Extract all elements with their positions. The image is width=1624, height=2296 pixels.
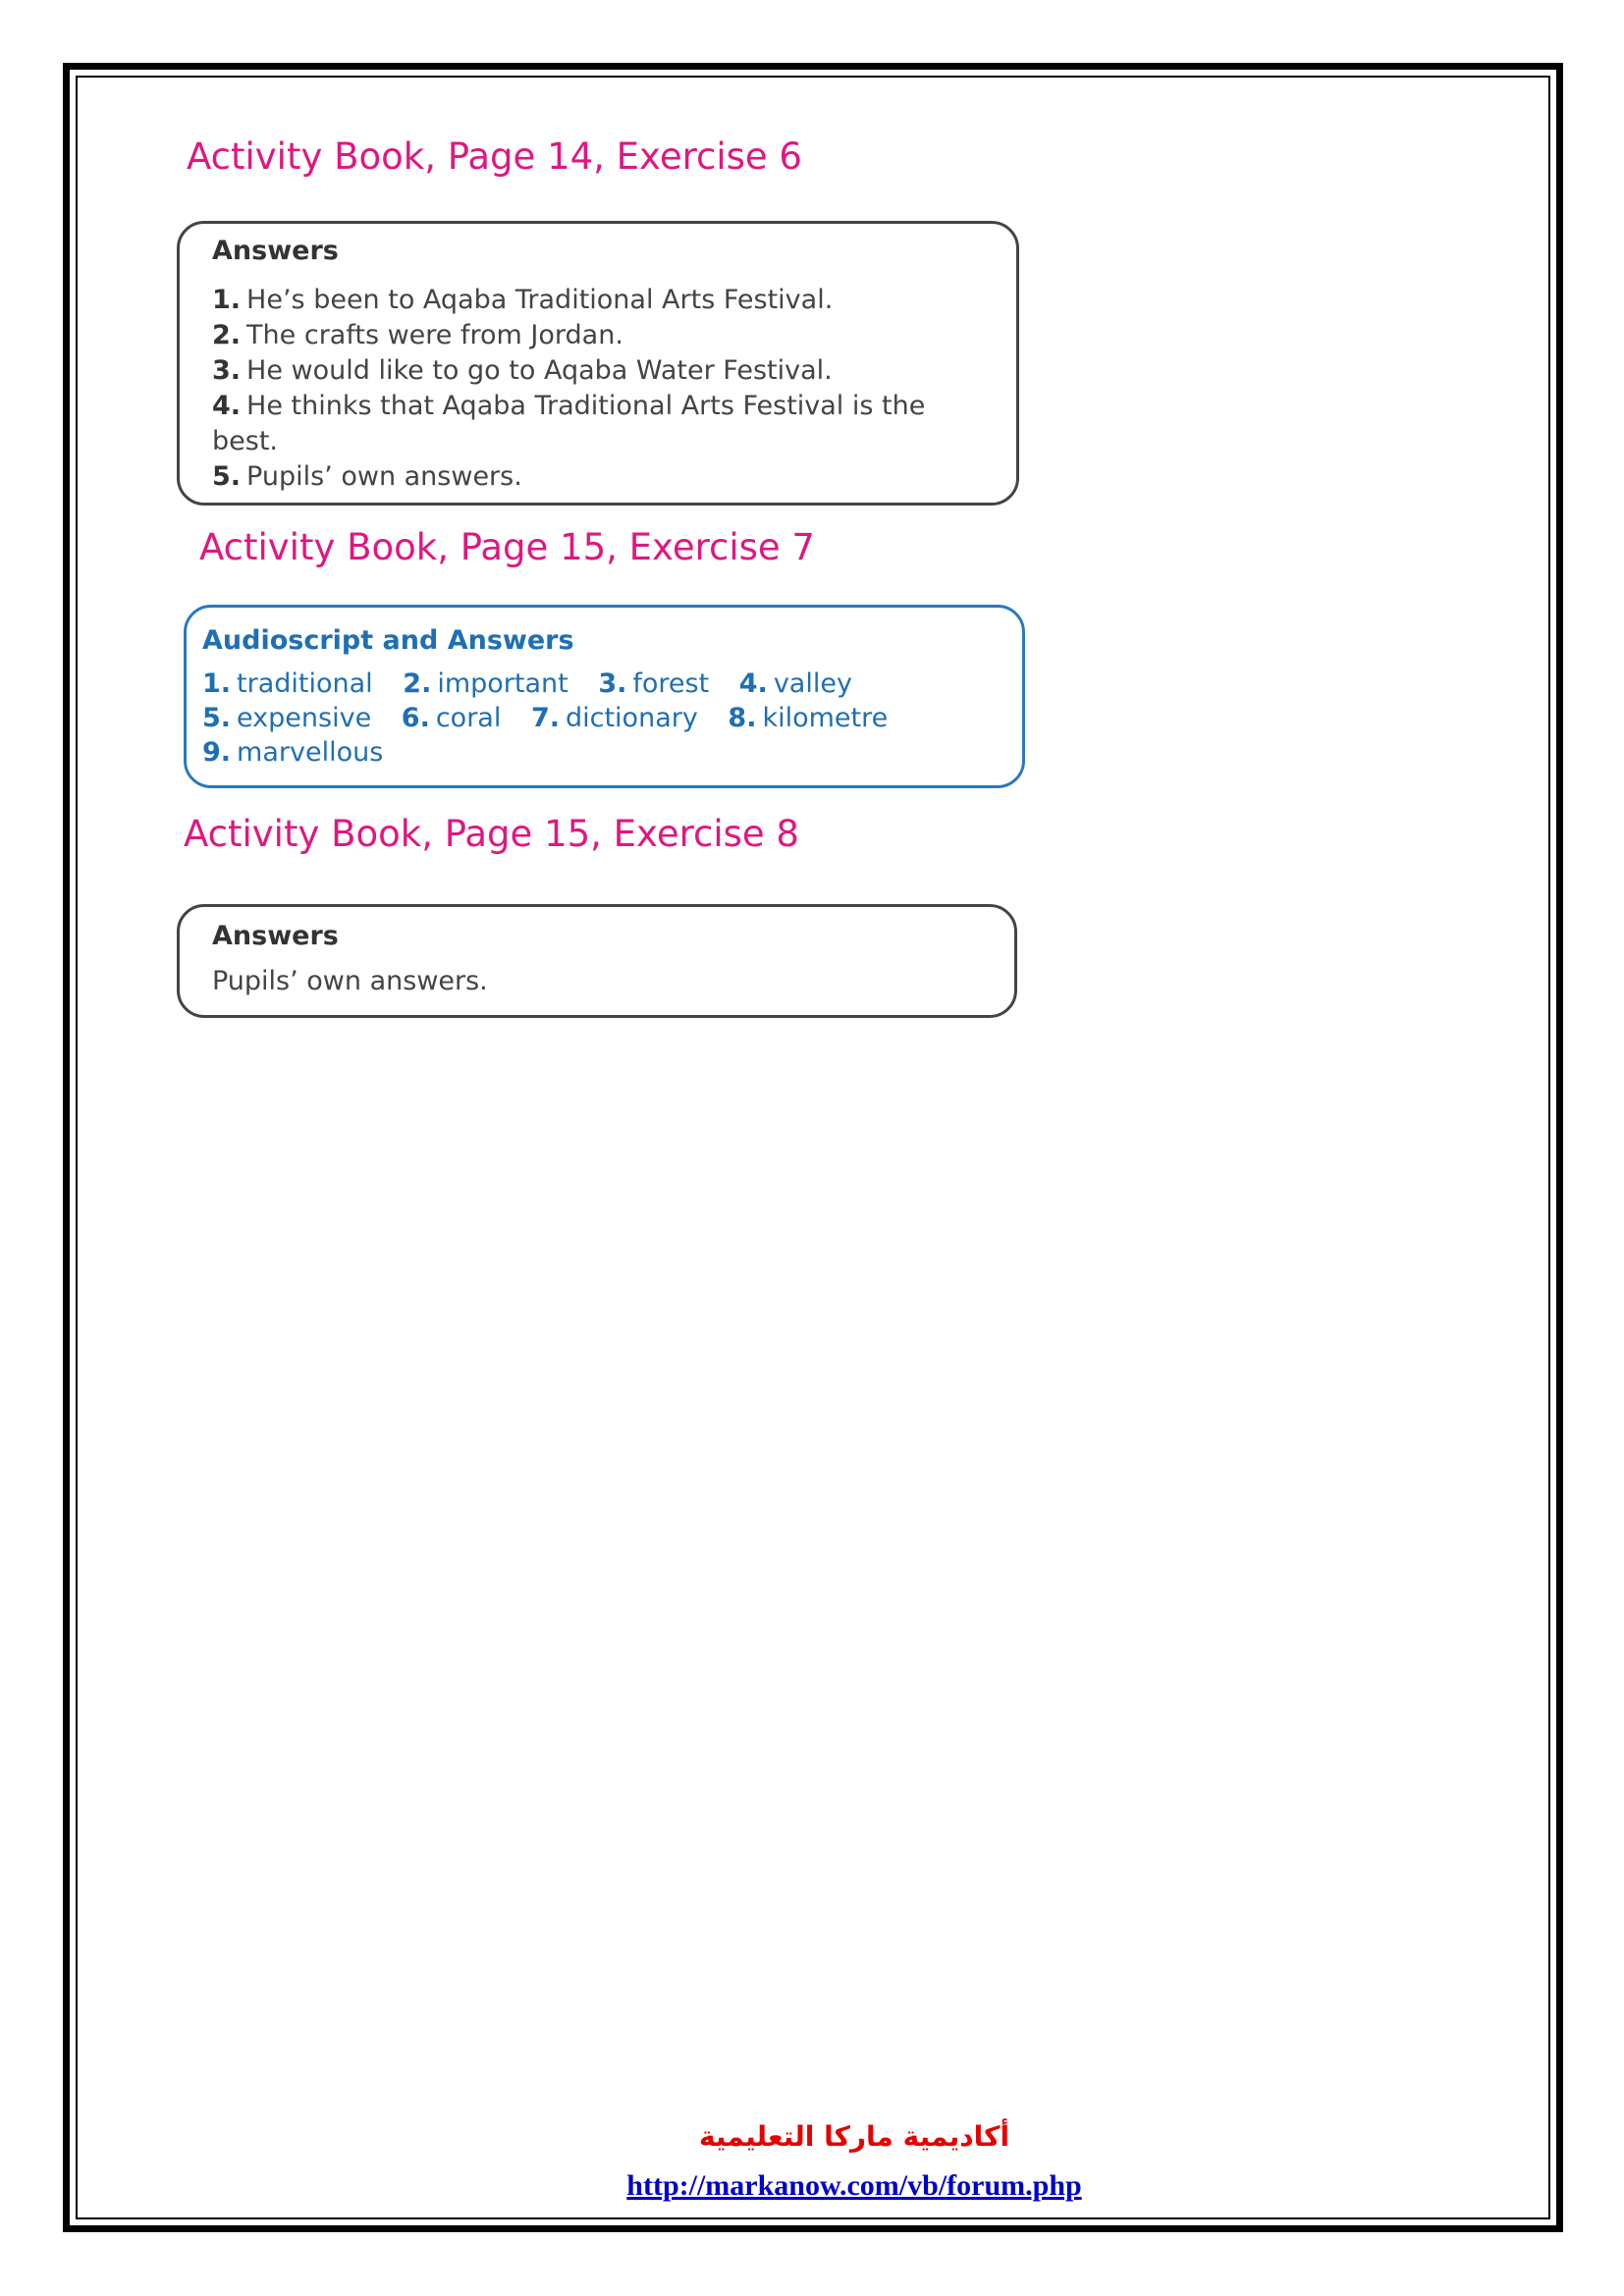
answer-text: Pupils’ own answers.: [212, 966, 488, 996]
box-title: Audioscript and Answers: [202, 625, 574, 656]
word-number: 9.: [202, 737, 232, 768]
word-item: [402, 703, 502, 733]
answer-item: [212, 459, 978, 495]
word-number: 4.: [738, 668, 768, 699]
answer-number: 4.: [212, 391, 242, 421]
word-list: [202, 667, 909, 770]
word-number: 7.: [530, 703, 560, 733]
answer-list: [212, 283, 978, 495]
word-item: [202, 668, 373, 699]
answer-item: [212, 353, 978, 389]
answers-box: [177, 904, 1017, 1018]
answers-box: [177, 221, 1019, 506]
answer-number: 1.: [212, 285, 242, 315]
answer-text: He’s been to Aqaba Traditional Arts Festival.: [246, 285, 834, 315]
word-text: traditional: [237, 668, 373, 699]
word-item: [739, 668, 852, 699]
word-number: 1.: [202, 668, 232, 699]
answer-item: [212, 283, 978, 318]
box-title: Answers: [212, 921, 339, 951]
answer-item: [212, 389, 978, 459]
answer-text: He thinks that Aqaba Traditional Arts Festival is the best.: [212, 391, 926, 456]
answer-text: Pupils’ own answers.: [246, 461, 522, 492]
answer-text: He would like to go to Aqaba Water Festival.: [246, 355, 833, 386]
section-heading: Activity Book, Page 15, Exercise 8: [184, 813, 799, 855]
word-item: [598, 668, 709, 699]
word-item: [728, 703, 888, 733]
word-text: dictionary: [565, 703, 698, 733]
section-heading: Activity Book, Page 14, Exercise 6: [187, 135, 802, 178]
footer-forum-link[interactable]: http://markanow.com/vb/forum.php: [626, 2169, 1082, 2202]
word-number: 6.: [401, 703, 430, 733]
box-title: Answers: [212, 236, 339, 266]
word-item: [531, 703, 698, 733]
word-number: 8.: [728, 703, 757, 733]
word-text: valley: [773, 668, 852, 699]
footer-academy-title: أكاديمية ماركا التعليمية: [698, 2120, 1010, 2153]
audioscript-box: [184, 605, 1025, 788]
word-row: [202, 701, 909, 735]
word-text: important: [437, 668, 568, 699]
section-heading: Activity Book, Page 15, Exercise 7: [199, 526, 815, 568]
answer-number: 3.: [212, 355, 242, 386]
word-text: marvellous: [237, 737, 384, 768]
word-item: [202, 737, 383, 768]
word-text: coral: [435, 703, 502, 733]
word-item: [202, 703, 371, 733]
word-row: [202, 667, 909, 701]
answer-number: 2.: [212, 320, 242, 350]
word-number: 2.: [403, 668, 432, 699]
answer-item: [212, 318, 978, 353]
word-row: [202, 735, 909, 770]
word-text: forest: [632, 668, 710, 699]
answer-text: The crafts were from Jordan.: [246, 320, 623, 350]
word-text: kilometre: [762, 703, 889, 733]
word-number: 5.: [202, 703, 232, 733]
word-number: 3.: [598, 668, 627, 699]
word-item: [403, 668, 568, 699]
answer-number: 5.: [212, 461, 242, 492]
word-text: expensive: [237, 703, 372, 733]
